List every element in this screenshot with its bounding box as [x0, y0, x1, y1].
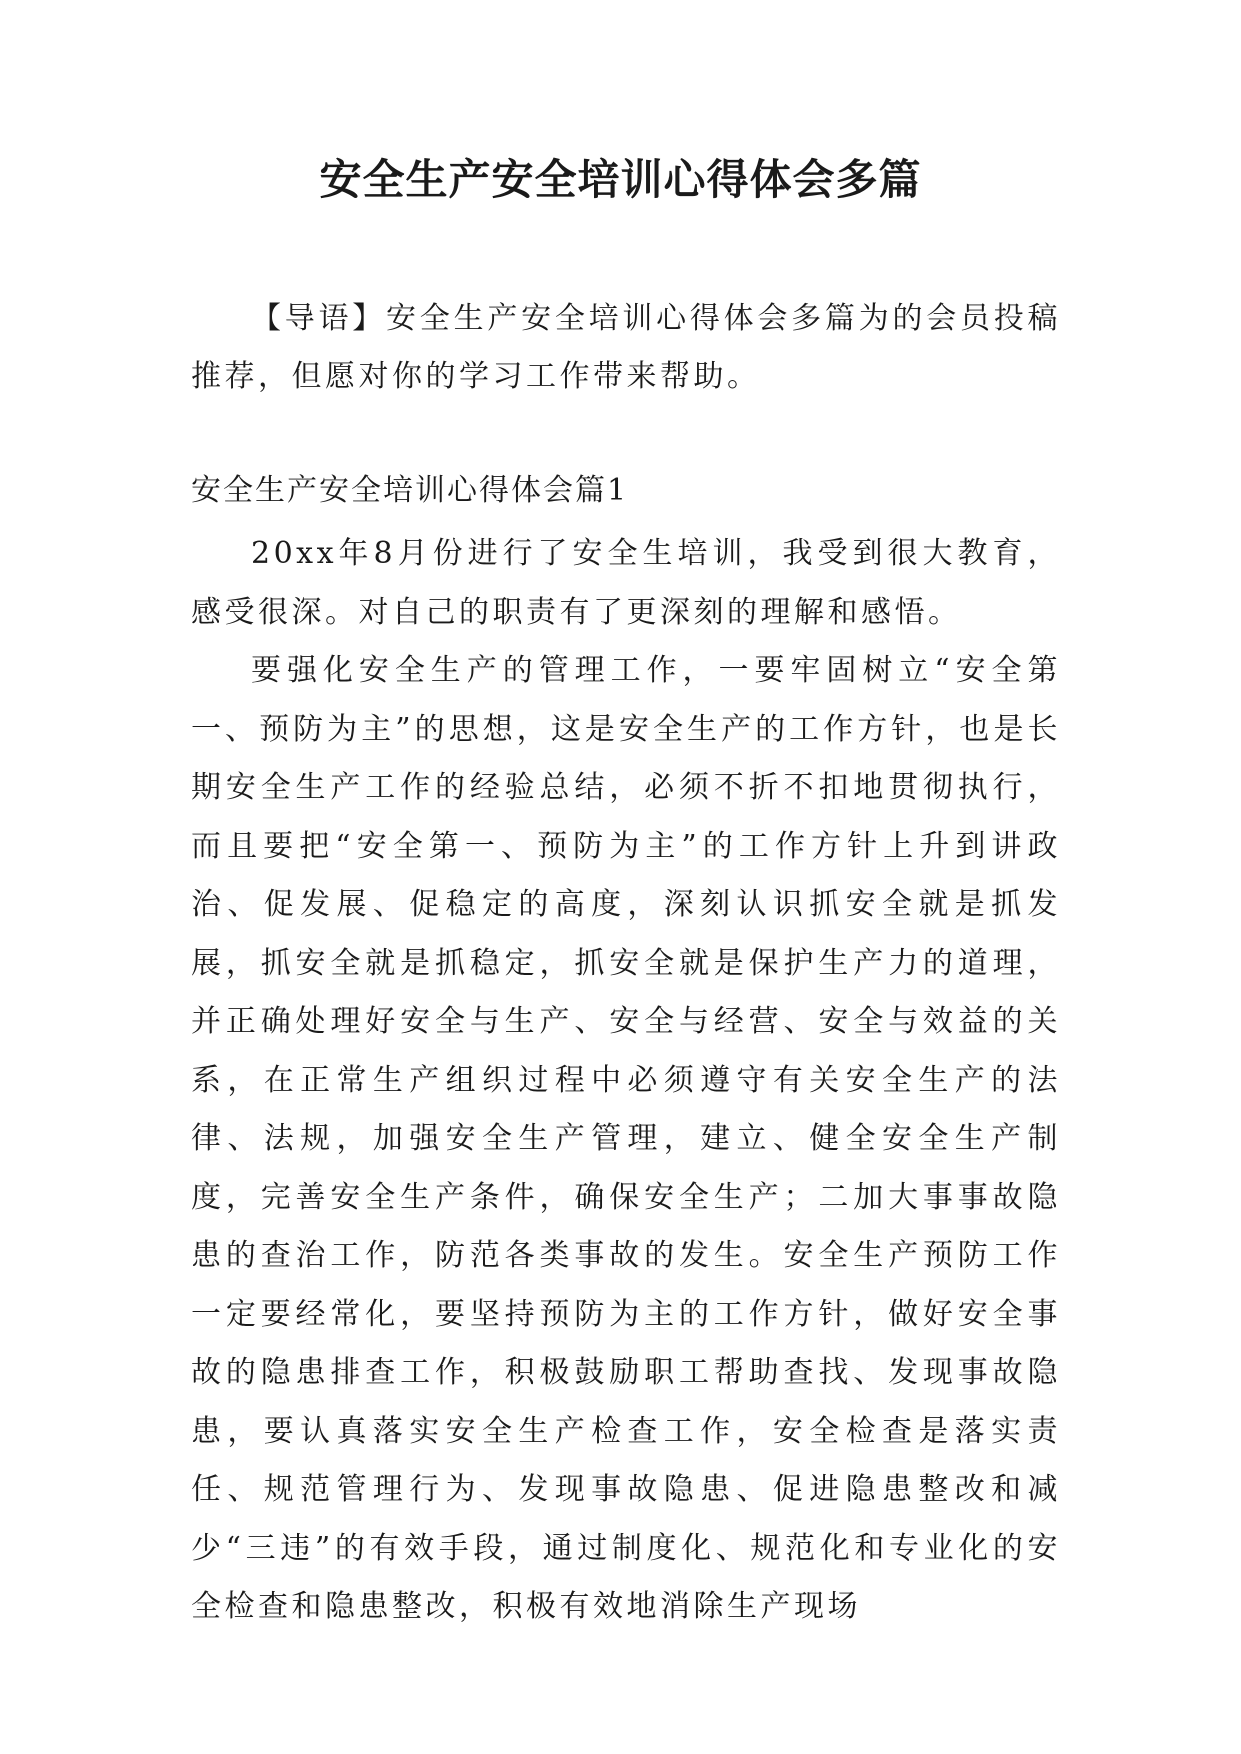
body-paragraph-2: 要强化安全生产的管理工作，一要牢固树立“安全第一、预防为主”的思想，这是安全生产的工作方针，也是长期安全生产工作的经验总结，必须不折不扣地贯彻执行，而且要把“安全第一、预防为主”的工作方针上升到讲政治、促发展、促稳定的高度，深刻认识抓安全就是抓发展，抓安全就是抓稳定，抓安全就是保护生产力的道理，并正确处理好安全与生产、安全与经营、安全与效益的关系，在正常生产组织过程中必须遵守有关安全生产的法律、法规，加强安全生产管理，建立、健全安全生产制度，完善安全生产条件，确保安全生产；二加大事事故隐患的查治工作，防范各类事故的发生。安全生产预防工作一定要经常化，要坚持预防为主的工作方针，做好安全事故的隐患排查工作，积极鼓励职工帮助查找、发现事故隐患，要认真落实安全生产检查工作，安全检查是落实责任、规范管理行为、发现事故隐患、促进隐患整改和减少“三违”的有效手段，通过制度化、规范化和专业化的安全检查和隐患整改，积极有效地消除生产现场	[191, 653, 1061, 1624]
intro-section	[191, 290, 1061, 406]
intro-paragraph: 【导语】安全生产安全培训心得体会多篇为的会员投稿推荐，但愿对你的学习工作带来帮助。	[191, 301, 1061, 394]
body-section	[191, 525, 1061, 1637]
body-paragraph-1: 20xx年8月份进行了安全生培训，我受到很大教育，感受很深。对自己的职责有了更深刻的理解和感悟。	[191, 536, 1061, 630]
section-heading: 安全生产安全培训心得体会篇1	[191, 473, 629, 508]
document-title: 安全生产安全培训心得体会多篇	[319, 155, 922, 204]
